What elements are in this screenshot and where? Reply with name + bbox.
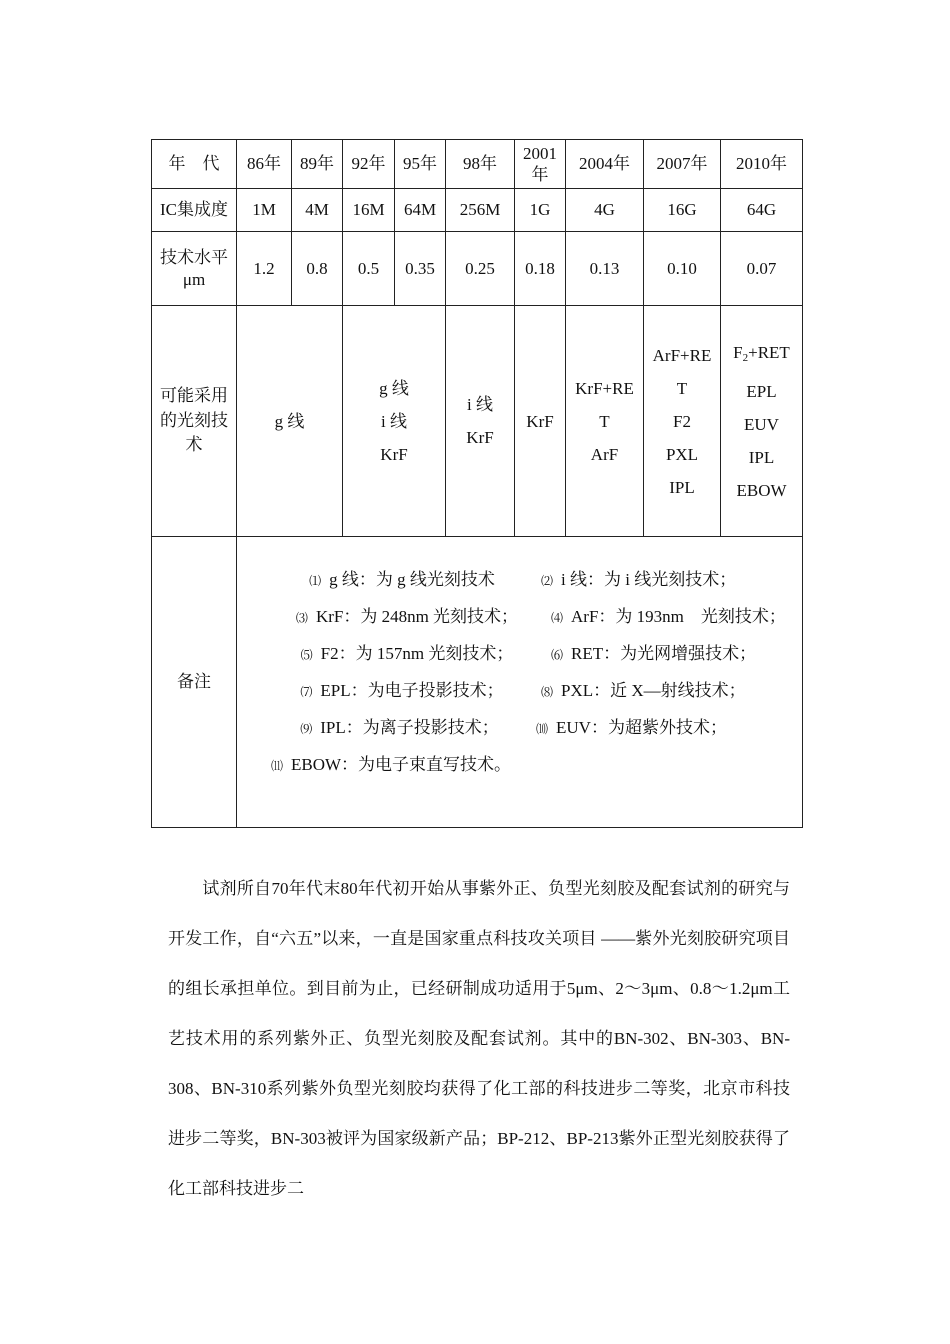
level-cell: 0.25 — [446, 232, 515, 306]
tech-item: T — [599, 411, 610, 431]
lithography-tech-header: 可能采用的光刻技术 — [152, 306, 237, 537]
tech-level-header-unit: μm — [182, 269, 206, 289]
tech-item: T — [676, 378, 688, 398]
note-line — [263, 680, 746, 701]
level-cell: 0.18 — [515, 232, 566, 306]
notes-row — [152, 537, 803, 828]
note-item: ⑹ RET：为光网增强技术； — [550, 644, 757, 663]
ic-cell: 16M — [343, 189, 395, 232]
ic-cell: 16G — [644, 189, 721, 232]
note-line — [263, 606, 786, 627]
tech-level-row — [152, 232, 803, 306]
tech-item: PXL — [665, 444, 699, 464]
year-cell: 92年 — [343, 140, 395, 189]
tech-item: EPL — [746, 381, 777, 401]
ic-cell: 4M — [292, 189, 343, 232]
notes-cell — [237, 537, 803, 828]
body-paragraph-text: 试剂所自70年代末80年代初开始从事紫外正、负型光刻胶及配套试剂的研究与开发工作，自“六五”以来，一直是国家重点科技攻关项目 ——紫外光刻胶研究项目的组长承担单位。到目前为止，已经研制成功适用于5μm、2～3μm、0.8～1.2μm工艺技术用的系列紫外正、负型光刻胶及配套试剂。其中的BN-302、BN-303、BN-308、BN-310系列紫外负型光刻胶均获得了化工部的科技进步二等奖，北京市科技进步二等奖，BN-303被评为国家级新产品；BP-212、BP-213紫外正型光刻胶获得了化工部科技进步二 — [168, 879, 790, 1198]
level-cell: 0.10 — [644, 232, 721, 306]
note-item: ⑾ EBOW：为电子束直写技术。 — [270, 755, 512, 774]
tech-item: EBOW — [736, 480, 787, 500]
tech-item: KrF — [380, 444, 408, 464]
tech-level-header-line1: 技术水平 — [160, 248, 228, 268]
year-cell: 98年 — [446, 140, 515, 189]
ic-header: IC集成度 — [152, 189, 237, 232]
year-cell: 2004年 — [566, 140, 644, 189]
level-cell: 0.13 — [566, 232, 644, 306]
note-line — [263, 754, 511, 775]
tech-cell-2004 — [566, 306, 644, 537]
tech-item: g 线 — [379, 378, 409, 398]
tech-cell-2010 — [721, 306, 803, 537]
ic-cell: 256M — [446, 189, 515, 232]
year-header: 年 代 — [152, 140, 237, 189]
note-item: ⑻ PXL：近 X—射线技术； — [540, 681, 746, 700]
tech-cell-i-krf — [446, 306, 515, 537]
tech-item: i 线 — [381, 411, 407, 431]
tech-item: KrF — [466, 428, 494, 447]
level-cell: 0.35 — [395, 232, 446, 306]
note-item: ⑺ EPL：为电子投影技术； — [300, 681, 504, 700]
year-cell: 89年 — [292, 140, 343, 189]
year-row — [152, 140, 803, 189]
tech-item: IPL — [669, 477, 695, 497]
note-line — [263, 643, 756, 664]
level-cell: 0.07 — [721, 232, 803, 306]
level-cell: 1.2 — [237, 232, 292, 306]
tech-item: KrF+RE — [575, 378, 634, 398]
note-item: ⑴ g 线：为 g 线光刻技术 — [309, 570, 495, 589]
ic-cell: 64G — [721, 189, 803, 232]
tech-cell-2007 — [644, 306, 721, 537]
level-cell: 0.8 — [292, 232, 343, 306]
body-paragraph — [168, 864, 790, 1214]
tech-item: i 线 — [467, 395, 493, 414]
ic-cell: 1G — [515, 189, 566, 232]
tech-item — [721, 336, 802, 375]
note-item: ⑽ EUV：为超紫外技术； — [535, 718, 727, 737]
notes-header: 备注 — [152, 537, 237, 828]
tech-item-f: F — [733, 342, 743, 362]
tech-item: EUV — [744, 414, 779, 434]
year-cell: 2007年 — [644, 140, 721, 189]
tech-item: IPL — [748, 447, 775, 467]
tech-item-subscript: 2 — [742, 351, 749, 364]
tech-item-ret: +RET — [748, 342, 790, 362]
ic-density-row — [152, 189, 803, 232]
ic-cell: 4G — [566, 189, 644, 232]
ic-cell: 1M — [237, 189, 292, 232]
tech-cell-krf: KrF — [515, 306, 566, 537]
note-line — [263, 717, 727, 738]
lithography-tech-row — [152, 306, 803, 537]
tech-level-header — [152, 232, 237, 306]
year-cell: 86年 — [237, 140, 292, 189]
note-item: ⑵ i 线：为 i 线光刻技术； — [540, 570, 737, 589]
tech-item: F2 — [673, 411, 691, 431]
year-cell: 2010年 — [721, 140, 803, 189]
year-cell: 95年 — [395, 140, 446, 189]
note-item: ⑼ IPL：为离子投影技术； — [300, 718, 499, 737]
tech-item: ArF — [590, 444, 619, 464]
note-item: ⑷ ArF：为 193nm 光刻技术； — [550, 607, 786, 626]
note-item: ⑶ KrF：为 248nm 光刻技术； — [295, 607, 519, 626]
note-line — [263, 569, 736, 590]
year-cell: 2001年 — [515, 140, 566, 189]
lithography-roadmap-table — [151, 139, 803, 828]
note-item: ⑸ F2：为 157nm 光刻技术； — [300, 644, 514, 663]
tech-cell-g-i-krf — [343, 306, 446, 537]
ic-cell: 64M — [395, 189, 446, 232]
level-cell: 0.5 — [343, 232, 395, 306]
tech-cell-g-line: g 线 — [237, 306, 343, 537]
tech-item: ArF+RE — [652, 345, 712, 365]
